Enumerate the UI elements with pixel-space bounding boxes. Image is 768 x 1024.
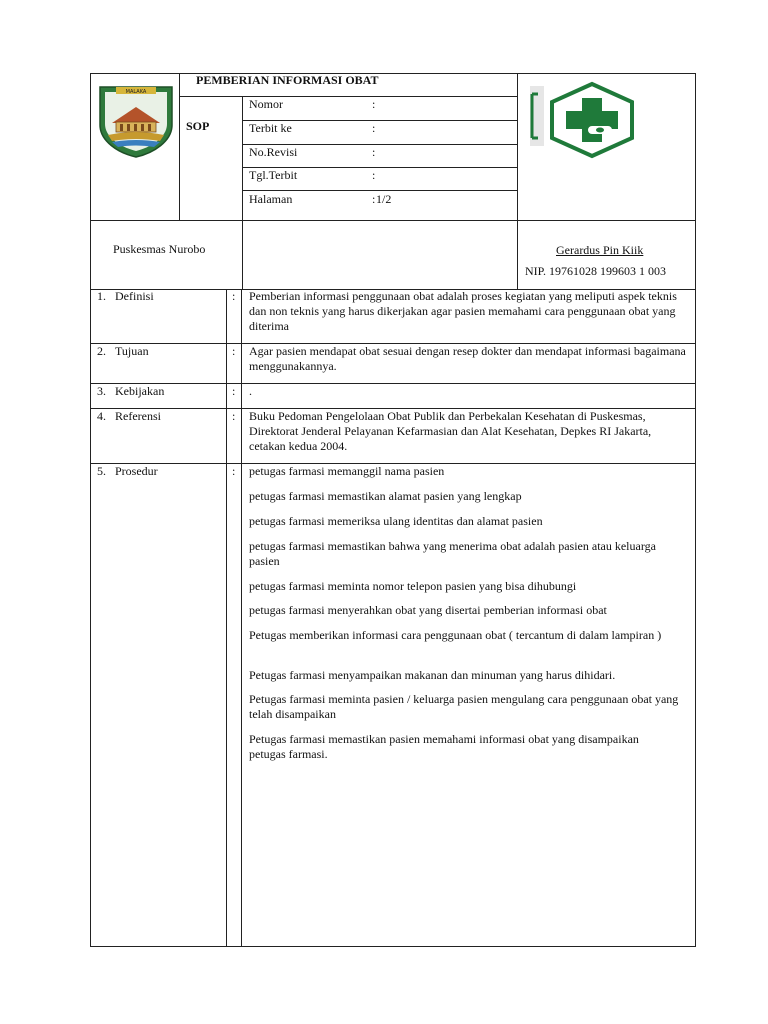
section-2-sep: :	[232, 344, 236, 358]
field-sep-no-revisi: :	[372, 145, 376, 159]
procedure-step: petugas farmasi memeriksa ulang identitas dan alamat pasien	[249, 514, 543, 528]
regency-logo-text: MALAKA	[125, 89, 147, 95]
field-label-no-revisi: No.Revisi	[249, 145, 298, 159]
signer-name: Gerardus Pin Kiik	[556, 243, 644, 257]
field-label-nomor: Nomor	[249, 97, 283, 111]
section-2-number: 2.	[97, 344, 106, 358]
section-1-number: 1.	[97, 289, 106, 303]
field-label-tgl-terbit: Tgl.Terbit	[249, 168, 298, 182]
procedure-step: petugas farmasi memanggil nama pasien	[249, 464, 445, 478]
field-sep-nomor: :	[372, 97, 376, 111]
section-5-label: Prosedur	[115, 464, 158, 478]
procedure-step: petugas farmasi memastikan alamat pasien yang lengkap	[249, 489, 522, 503]
procedure-step: Petugas memberikan informasi cara penggunaan obat ( tercantum di dalam lampiran )	[249, 628, 662, 642]
field-sep-halaman: :	[372, 192, 376, 206]
section-3-sep: :	[232, 384, 236, 398]
puskesmas-logo	[530, 80, 640, 160]
procedure-step: Petugas farmasi meminta pasien / keluarga pasien mengulang cara penggunaan obat yang telah disampaikan	[249, 692, 679, 721]
section-3-text: .	[249, 384, 252, 398]
procedure-step: petugas farmasi memastikan bahwa yang menerima obat adalah pasien atau keluarga pasien	[249, 539, 656, 568]
field-sep-terbit-ke: :	[372, 121, 376, 135]
puskesmas-name: Puskesmas Nurobo	[113, 242, 206, 256]
procedure-step: Petugas farmasi menyampaikan makanan dan minuman yang harus dihidari.	[249, 668, 616, 682]
section-4-label: Referensi	[115, 409, 161, 423]
regency-logo	[96, 83, 176, 158]
section-5-number: 5.	[97, 464, 106, 478]
procedure-step: petugas farmasi meminta nomor telepon pasien yang bisa dihubungi	[249, 579, 577, 593]
sop-label: SOP	[186, 119, 210, 133]
section-3-number: 3.	[97, 384, 106, 398]
procedure-step: petugas farmasi menyerahkan obat yang disertai pemberian informasi obat	[249, 603, 607, 617]
section-4-sep: :	[232, 409, 236, 423]
section-4-number: 4.	[97, 409, 106, 423]
section-2-label: Tujuan	[115, 344, 149, 358]
field-label-halaman: Halaman	[249, 192, 293, 206]
section-1-text: Pemberian informasi penggunaan obat adalah proses kegiatan yang meliputi aspek teknis dan non teknis yang harus dikerjakan agar pasien memahami cara penggunaan obat yang diterima	[249, 289, 677, 333]
section-2-text: Agar pasien mendapat obat sesuai dengan resep dokter dan mendapat informasi bagaimana menggunakannya.	[249, 344, 686, 373]
section-1-label: Definisi	[115, 289, 154, 303]
field-label-terbit-ke: Terbit ke	[249, 121, 292, 135]
section-1-sep: :	[232, 289, 236, 303]
section-4-text: Buku Pedoman Pengelolaan Obat Publik dan Perbekalan Kesehatan di Puskesmas, Direktorat Jenderal Pelayanan Kefarmasian dan Alat Kesehatan, Depkes RI Jakarta, cetakan kedua 2004.	[249, 409, 652, 453]
document-title: PEMBERIAN INFORMASI OBAT	[196, 73, 379, 87]
procedure-step: Petugas farmasi memastikan pasien memahami informasi obat yang disampaikan petugas farmasi.	[249, 732, 639, 761]
section-3-label: Kebijakan	[115, 384, 165, 398]
signer-nip: NIP. 19761028 199603 1 003	[525, 264, 667, 278]
field-value-halaman: 1/2	[376, 192, 392, 206]
field-sep-tgl-terbit: :	[372, 168, 376, 182]
section-5-sep: :	[232, 464, 236, 478]
